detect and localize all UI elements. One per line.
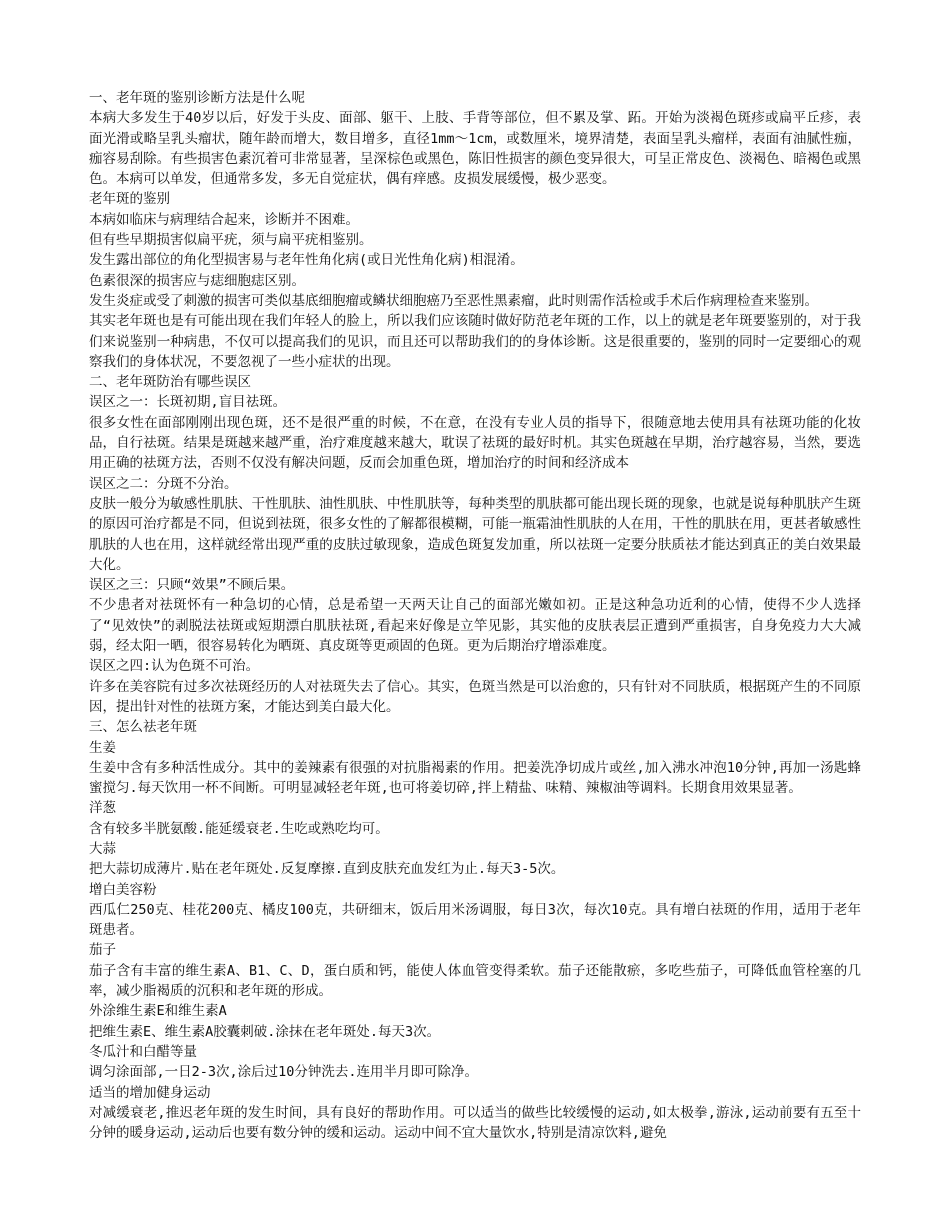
- paragraph: 把维生素E、维生素A胶囊刺破.涂抹在老年斑处.每天3次。: [89, 1023, 441, 1040]
- paragraph: 茄子含有丰富的维生素A、B1、C、D，蛋白质和钙，能使人体血管变得柔软。茄子还能散瘀，多吃些茄子，可降低血管栓塞的几率，减少脂褐质的沉积和老年斑的形成。: [89, 962, 861, 1000]
- subheading: 大蒜: [89, 840, 116, 857]
- section-heading-3: 三、怎么祛老年斑: [89, 719, 197, 736]
- paragraph: 调匀涂面部,一日2-3次,涂后过10分钟洗去.连用半月即可除净。: [89, 1064, 479, 1081]
- section-heading-1: 一、老年斑的鉴别诊断方法是什么呢: [89, 90, 305, 106]
- subheading: 误区之一：长斑初期,盲目祛斑。: [89, 394, 287, 411]
- paragraph: 生姜中含有多种活性成分。其中的姜辣素有很强的对抗脂褐素的作用。把姜洗净切成片或丝,加入沸水冲泡10分钟,再加一汤匙蜂蜜搅匀.每天饮用一杯不间断。可明显减轻老年斑,也可将姜切碎,拌上精盐、味精、辣椒油等调料。长期食用效果显著。: [89, 759, 861, 797]
- paragraph: 不少患者对祛斑怀有一种急切的心情，总是希望一天两天让自己的面部光嫩如初。正是这种急功近利的心情，使得不少人选择了“见效快”的剥脱法祛斑或短期漂白肌肤祛斑,看起来好像是立竿见影，其实他的皮肤表层正遭到严重损害，自身免疫力大大减弱，经太阳一晒，很容易转化为晒斑、真皮斑等更顽固的色斑。更为后期治疗增添难度。: [89, 597, 861, 655]
- subheading: 外涂维生素E和维生素A: [89, 1003, 227, 1020]
- subheading: 生姜: [89, 739, 116, 756]
- paragraph: 本病如临床与病理结合起来，诊断并不困难。: [89, 211, 359, 228]
- paragraph: 但有些早期损害似扁平疣，须与扁平疣相鉴别。: [89, 232, 373, 249]
- paragraph: 西瓜仁250克、桂花200克、橘皮100克，共研细末，饭后用米汤调服，每日3次，每次10克。具有增白祛斑的作用，适用于老年斑患者。: [89, 901, 861, 939]
- paragraph: 本病大多发生于40岁以后，好发于头皮、面部、躯干、上肢、手背等部位，但不累及掌、跖。开始为淡褐色斑疹或扁平丘疹，表面光滑或略呈乳头瘤状，随年龄而增大，数目增多，直径1mm～1cm，或数厘米，境界清楚，表面呈乳头瘤样，表面有油腻性痂，痂容易刮除。有些损害色素沉着可非常显著，呈深棕色或黑色，陈旧性损害的颜色变异很大，可呈正常皮色、淡褐色、暗褐色或黑色。本病可以单发，但通常多发，多无自觉症状，偶有痒感。皮损发展缓慢，极少恶变。: [89, 110, 861, 188]
- paragraph: 发生露出部位的角化型损害易与老年性角化病(或日光性角化病)相混淆。: [89, 252, 524, 269]
- subheading: 洋葱: [89, 800, 116, 817]
- subheading: 误区之二：分斑不分治。: [89, 475, 238, 492]
- subheading: 适当的增加健身运动: [89, 1084, 211, 1101]
- paragraph: 发生炎症或受了刺激的损害可类似基底细胞瘤或鳞状细胞癌乃至恶性黑素瘤，此时则需作活检或手术后作病理检查来鉴别。: [89, 292, 818, 309]
- paragraph: 许多在美容院有过多次祛斑经历的人对祛斑失去了信心。其实，色斑当然是可以治愈的，只有针对不同肤质，根据斑产生的不同原因，提出针对性的祛斑方案，才能达到美白最大化。: [89, 678, 861, 715]
- paragraph: 很多女性在面部刚刚出现色斑，还不是很严重的时候，不在意，在没有专业人员的指导下，很随意地去使用具有祛斑功能的化妆品，自行祛斑。结果是斑越来越严重，治疗难度越来越大，耽误了祛斑的最好时机。其实色斑越在早期，治疗越容易，当然，要选用正确的祛斑方法，否则不仅没有解决问题，反而会加重色斑，增加治疗的时间和经济成本: [89, 414, 861, 472]
- paragraph: 对减缓衰老,推迟老年斑的发生时间，具有良好的帮助作用。可以适当的做些比较缓慢的运动,如太极拳,游泳,运动前要有五至十分钟的暖身运动,运动后也要有数分钟的缓和运动。运动中间不宜大量饮水,特别是清凉饮料,避免: [89, 1104, 861, 1142]
- subheading: 冬瓜汁和白醋等量: [89, 1043, 197, 1060]
- paragraph: 含有较多半胱氨酸.能延缓衰老.生吃或熟吃均可。: [89, 820, 389, 837]
- paragraph: 皮肤一般分为敏感性肌肤、干性肌肤、油性肌肤、中性肌肤等，每种类型的肌肤都可能出现长斑的现象，也就是说每种肌肤产生斑的原因可治疗都是不同，但说到祛斑，很多女性的了解都很模糊，可能一瓶霜油性肌肤的人在用，干性的肌肤在用，更甚者敏感性肌肤的人也在用，这样就经常出现严重的皮肤过敏现象，造成色斑复发加重，所以祛斑一定要分肤质祛才能达到真正的美白效果最大化。: [89, 495, 861, 573]
- subheading: 误区之四:认为色斑不可治。: [89, 658, 260, 675]
- subheading: 增白美容粉: [89, 881, 157, 898]
- paragraph: 其实老年斑也是有可能出现在我们年轻人的脸上，所以我们应该随时做好防范老年斑的工作，以上的就是老年斑要鉴别的，对于我们来说鉴别一种病患，不仅可以提高我们的见识，而且还可以帮助我们的的身体诊断。这是很重要的，鉴别的同时一定要细心的观察我们的身体状况，不要忽视了一些小症状的出现。: [89, 313, 861, 370]
- subheading: 老年斑的鉴别: [89, 191, 170, 208]
- paragraph: 把大蒜切成薄片.贴在老年斑处.反复摩擦.直到皮肤充血发红为止.每天3-5次。: [89, 861, 565, 878]
- subheading: 误区之三：只顾“效果”不顾后果。: [89, 577, 295, 594]
- subheading: 茄子: [89, 942, 116, 959]
- document-body: [89, 88, 861, 1143]
- section-heading-2: 二、老年斑防治有哪些误区: [89, 374, 251, 391]
- paragraph: 色素很深的损害应与痣细胞痣区别。: [89, 272, 305, 289]
